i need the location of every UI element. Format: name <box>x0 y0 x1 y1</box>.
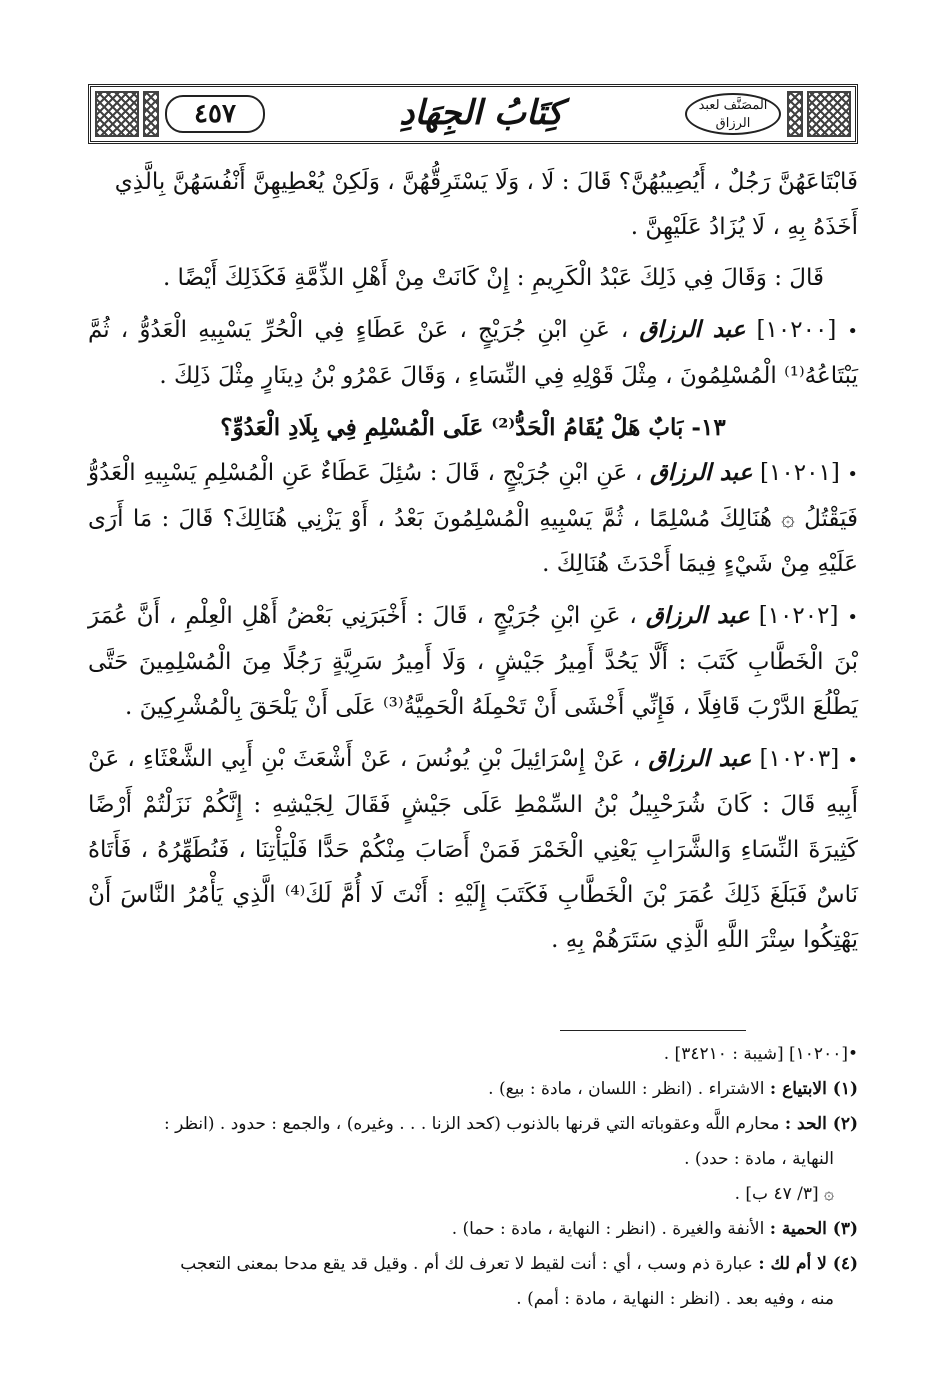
bullet-icon: • <box>847 607 859 628</box>
hadith-number: [١٠٢٠١] <box>760 460 840 486</box>
footnote-4 <box>88 1250 858 1279</box>
paragraph: قَالَ : وَقَالَ فِي ذَلِكَ عَبْدُ الْكَرِيمِ : إِنْ كَانَتْ مِنْ أَهْلِ الذِّمَّةِ فَكَذَلِكَ أَيْضًا . <box>162 265 824 291</box>
bullet-icon: • <box>847 321 859 342</box>
running-header <box>88 84 858 144</box>
hadith-number: [١٠٢٠٣] <box>759 746 840 772</box>
footnote-1 <box>88 1075 858 1104</box>
narrator: عبد الرزاق <box>649 459 753 486</box>
page-number: ٤٥٧ <box>165 95 265 133</box>
narrator: عبد الرزاق <box>648 745 752 772</box>
narrator: عبد الرزاق <box>645 602 750 629</box>
footnote-4-continued: منه ، وفيه بعد . (انظر : النهاية ، مادة : أمم) . <box>516 1289 834 1309</box>
narrator: عبد الرزاق <box>639 316 746 343</box>
hadith-number: [١٠٢٠٢] <box>758 603 839 629</box>
footnote-text: الأنفة والغيرة . (انظر : النهاية ، مادة : حما) . <box>451 1219 765 1239</box>
ornament-icon <box>807 91 851 137</box>
folio-marker: ۞ [٣/ ٤٧ ب] . <box>734 1184 834 1204</box>
header-rule <box>91 143 855 144</box>
source-reference: •[١٠٢٠٠] [شيبة : ٣٤٢١٠] . <box>663 1044 858 1064</box>
bullet-icon: • <box>847 464 859 485</box>
main-text <box>88 160 858 969</box>
footnote-text: الاشتراء . (انظر : اللسان ، مادة : بيع) . <box>488 1079 765 1099</box>
footnote-text: عبارة ذم وسب ، أي : أنت لقيط لا تعرف لك أم . وقيل قد يقع مدحا بمعنى التعجب <box>180 1254 753 1274</box>
hadith-10203 <box>88 736 858 963</box>
footnote-term: (٤) لا أم لك : <box>758 1254 858 1274</box>
chapter-title: ١٣- بَابٌ هَلْ يُقَامُ الْحَدُّ⁽²⁾ عَلَى الْمُسْلِمِ فِي بِلَادِ الْعَدُوِّ؟ <box>220 414 726 441</box>
series-title: المصَنَّف لعبد الرزاق <box>685 93 781 135</box>
footnote-term: (٣) الحمية : <box>769 1219 858 1239</box>
hadith-number: [١٠٢٠٠] <box>756 317 837 343</box>
ornament-icon <box>143 91 159 137</box>
book-title: كِتَابُ الجِهَادِ <box>399 93 563 133</box>
hadith-text: ، عَنِ ابْنِ جُرَيْجٍ ، عَنْ عَطَاءٍ فِي الْحُرِّ يَسْبِيهِ الْعَدُوُّ ، ثُمَّ يَبْتَاعُهُ⁽¹⁾ الْمُسْلِمُونَ ، مِثْلَ قَوْلِهِ فِي النِّسَاءِ ، وَقَالَ عَمْرُو بْنُ دِينَارٍ مِثْلَ ذَلِكَ . <box>88 317 858 389</box>
bullet-icon: • <box>847 750 859 771</box>
hadith-10201 <box>88 450 858 587</box>
hadith-text: ، عَنْ إِسْرَائِيلَ بْنِ يُونُسَ ، عَنْ أَشْعَثَ بْنِ أَبِي الشَّعْثَاءِ ، عَنْ أَبِيهِ قَالَ : كَانَ شُرَحْبِيلُ بْنُ السِّمْطِ عَلَى جَيْشٍ فَقَالَ لِجَيْشِهِ : إِنَّكُمْ نَزَلْتُمْ أَرْضًا كَثِيرَةَ النِّسَاءِ وَالشَّرَابِ يَعْنِي الْخَمْرَ فَمَنْ أَصَابَ مِنْكُمْ حَدًّا فَلْيَأْتِنَا ، فَنُطَهِّرُهُ ، فَأَتَاهُ نَاسٌ فَبَلَغَ ذَلِكَ عُمَرَ بْنَ الْخَطَّابِ فَكَتَبَ إِلَيْهِ : أَنْتَ لَا أُمَّ لَكَ⁽⁴⁾ الَّذِي يَأْمُرُ النَّاسَ أَنْ يَهْتِكُوا سِتْرَ اللَّهِ الَّذِي سَتَرَهُمْ بِهِ . <box>88 746 858 953</box>
ornament-icon <box>95 91 139 137</box>
footnote-3 <box>88 1215 858 1244</box>
paragraph-line: أَخَذَهُ بِهِ ، لَا يُزَادُ عَلَيْهِنَّ . <box>630 214 858 240</box>
ornament-icon <box>787 91 803 137</box>
paragraph-line: فَابْتَاعَهُنَّ رَجُلٌ ، أَيُصِيبُهُنَّ؟ قَالَ : لَا ، وَلَا يَسْتَرِقُّهُنَّ ، وَلَكِنْ يُعْطِيهِنَّ أَنْفُسَهُنَّ بِالَّذِي <box>114 169 858 195</box>
hadith-10200 <box>88 307 858 399</box>
footnote-term: (٢) الحد : <box>784 1114 858 1134</box>
footnotes <box>88 1040 858 1320</box>
footnote-term: (١) الابتياع : <box>769 1079 858 1099</box>
hadith-10202 <box>88 593 858 730</box>
footnote-2 <box>88 1110 858 1139</box>
footnote-rule <box>560 1030 746 1031</box>
footnote-2-continued: النهاية ، مادة : حدد) . <box>684 1149 834 1169</box>
hadith-text: ، عَنِ ابْنِ جُرَيْجٍ ، قَالَ : سُئِلَ عَطَاءٌ عَنِ الْمُسْلِمِ يَسْبِيهِ الْعَدُوُّ فَيَقْتُلُ ۞ هُنَالِكَ مُسْلِمًا ، ثُمَّ يَسْبِيهِ الْمُسْلِمُونَ بَعْدُ ، أَوْ يَزْنِي هُنَالِكَ؟ قَالَ : مَا أَرَى عَلَيْهِ مِنْ شَيْءٍ فِيمَا أَحْدَثَ هُنَالِكَ . <box>88 460 858 577</box>
hadith-text: ، عَنِ ابْنِ جُرَيْجٍ ، قَالَ : أَخْبَرَنِي بَعْضُ أَهْلِ الْعِلْمِ ، أَنَّ عُمَرَ بْنَ الْخَطَّابِ كَتَبَ : أَلَّا يَحُدَّ أَمِيرُ جَيْشٍ ، وَلَا أَمِيرُ سَرِيَّةٍ رَجُلًا مِنَ الْمُسْلِمِينَ حَتَّى يَطْلُعَ الدَّرْبَ قَافِلًا ، فَإِنِّي أَخْشَى أَنْ تَحْمِلَهُ الْحَمِيَّةُ⁽³⁾ عَلَى أَنْ يَلْحَقَ بِالْمُشْرِكِينَ . <box>88 603 858 720</box>
footnote-text: محارم اللَّه وعقوباته التي قرنها بالذنوب (كحد الزنا . . . وغيره) ، والجمع : حدود . (انظر : <box>163 1114 780 1134</box>
